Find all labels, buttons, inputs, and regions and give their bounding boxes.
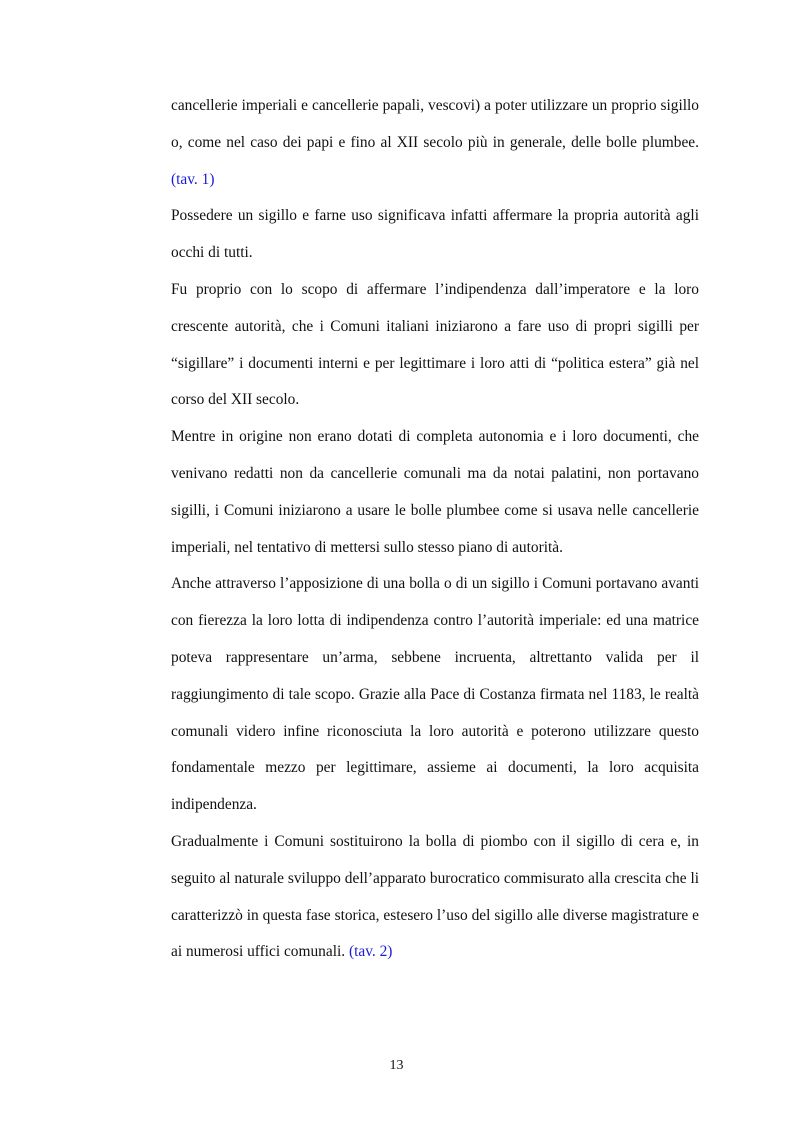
table-reference-link-tav-1[interactable]: (tav. 1): [171, 170, 215, 188]
page-number: 13: [389, 1058, 404, 1073]
paragraph-1: [171, 88, 699, 198]
body-text: [171, 88, 699, 971]
paragraph-text: cancellerie imperiali e cancellerie papali, vescovi) a poter utilizzare un proprio sigillo o, come nel caso dei papi e fino al XII secolo più in generale, delle bolle plumbee.: [171, 97, 699, 151]
paragraph-text: Possedere un sigillo e farne uso significava infatti affermare la propria autorità agli occhi di tutti.: [171, 207, 699, 262]
paragraph-3: [171, 272, 699, 419]
paragraph-2: [171, 198, 699, 272]
paragraph-text: Anche attraverso l’apposizione di una bolla o di un sigillo i Comuni portavano avanti con fierezza la loro lotta di indipendenza contro l’autorità imperiale: ed una matrice poteva rappresentare un’arma, sebbene incruenta, altrettanto valida per il raggiungimento di tale scopo. Grazie alla Pace di Costanza firmata nel 1183, le realtà comunali videro infine riconosciuta la loro autorità e poterono utilizzare questo fondamentale mezzo per legittimare, assieme ai documenti, la loro acquisita indipendenza.: [171, 575, 699, 814]
paragraph-text: Mentre in origine non erano dotati di completa autonomia e i loro documenti, che venivano redatti non da cancellerie comunali ma da notai palatini, non portavano sigilli, i Comuni iniziarono a usare le bolle plumbee come si usava nelle cancellerie imperiali, nel tentativo di mettersi sullo stesso piano di autorità.: [171, 428, 699, 556]
paragraph-text: Gradualmente i Comuni sostituirono la bolla di piombo con il sigillo di cera e, in seguito al naturale sviluppo dell’apparato burocratico commisurato alla crescita che li caratterizzò in questa fase storica, estesero l’uso del sigillo alle diverse magistrature e ai numerosi uffici comunali.: [171, 832, 699, 961]
table-reference-link-tav-2[interactable]: (tav. 2): [348, 943, 393, 961]
paragraph-5: [171, 566, 699, 824]
paragraph-6: [171, 824, 699, 971]
paragraph-4: [171, 419, 699, 566]
paragraph-text: Fu proprio con lo scopo di affermare l’indipendenza dall’imperatore e la loro crescente autorità, che i Comuni italiani iniziarono a fare uso di propri sigilli per “sigillare” i documenti interni e per legittimare i loro atti di “politica estera” già nel corso del XII secolo.: [171, 280, 699, 409]
